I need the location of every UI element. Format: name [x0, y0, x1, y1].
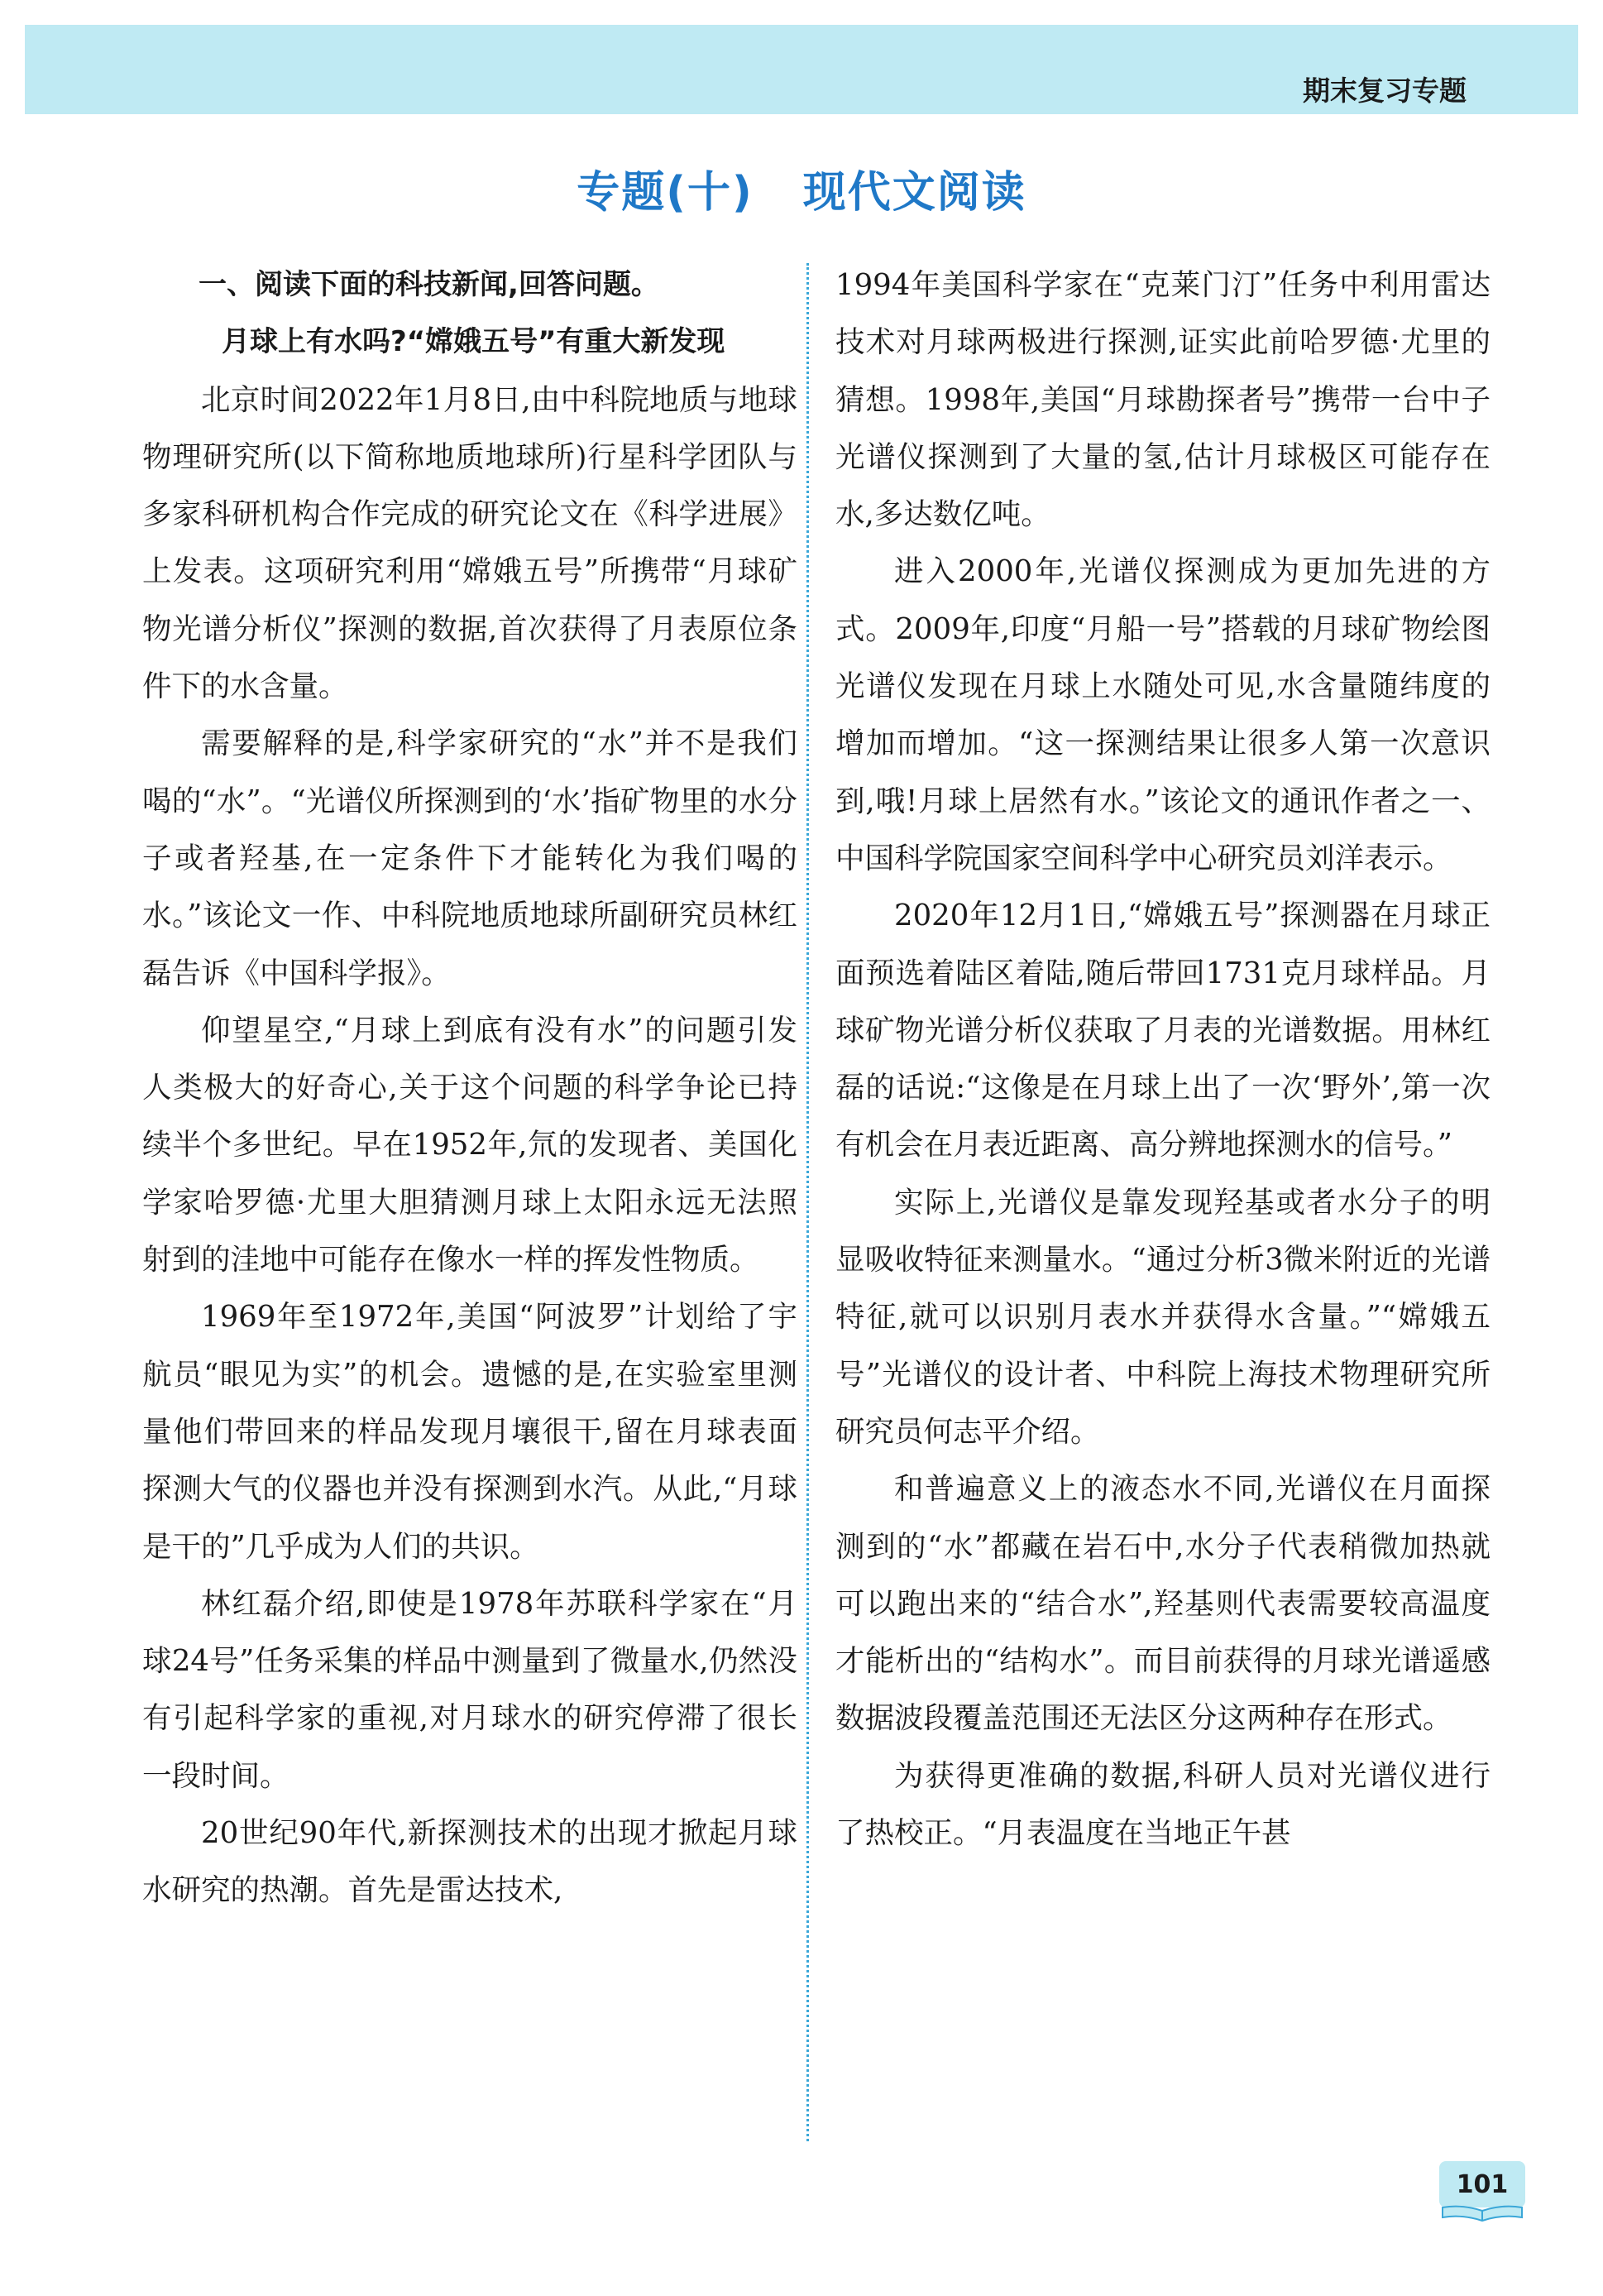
title-main: 现代文阅读: [802, 168, 1026, 218]
news-title: 月球上有水吗?“嫦娥五号”有重大新发现: [222, 325, 725, 359]
paragraph: 进入2000年,光谱仪探测成为更加先进的方式。2009年,印度“月船一号”搭载的月球矿物绘图光谱仪发现在月球上水随处可见,水含量随纬度的增加而增加。“这一探测结果让很多人第一次意识到,哦!月球上居然有水。”该论文的通讯作者之一、中国科学院国家空间科学中心研究员刘洋表示。: [835, 554, 1491, 875]
page-title: [0, 157, 1603, 219]
page-number-text: 101: [1456, 2169, 1509, 2199]
paragraph: 1969年至1972年,美国“阿波罗”计划给了宇航员“眼见为实”的机会。遗憾的是,在实验室里测量他们带回来的样品发现月壤很干,留在月球表面探测大气的仪器也并没有探测到水汽。从此,“月球是干的”几乎成为人们的共识。: [142, 1300, 797, 1564]
right-column: [835, 256, 1491, 1862]
paragraph: 需要解释的是,科学家研究的“水”并不是我们喝的“水”。“光谱仪所探测到的‘水’指矿物里的水分子或者羟基,在一定条件下才能转化为我们喝的水。”该论文一作、中科院地质地球所副研究员林红磊告诉《中国科学报》。: [142, 726, 797, 990]
title-prefix: 专题(十): [577, 168, 754, 218]
open-book-icon: [1439, 2204, 1525, 2226]
paragraph-continuation: 1994年美国科学家在“克莱门汀”任务中利用雷达技术对月球两极进行探测,证实此前哈罗德·尤里的猜想。1998年,美国“月球勘探者号”携带一台中子光谱仪探测到了大量的氢,估计月球极区可能存在水,多达数亿吨。: [835, 268, 1491, 532]
section-label: 期末复习专题: [1303, 74, 1467, 107]
paragraph: 仰望星空,“月球上到底有没有水”的问题引发人类极大的好奇心,关于这个问题的科学争论已持续半个多世纪。早在1952年,氘的发现者、美国化学家哈罗德·尤里大胆猜测月球上太阳永远无法照射到的洼地中可能存在像水一样的挥发性物质。: [142, 1013, 797, 1277]
paragraph: 2020年12月1日,“嫦娥五号”探测器在月球正面预选着陆区着陆,随后带回1731克月球样品。月球矿物光谱分析仪获取了月表的光谱数据。用林红磊的话说:“这像是在月球上出了一次‘野外’,第一次有机会在月表近距离、高分辨地探测水的信号。”: [835, 899, 1491, 1162]
paragraph: 20世纪90年代,新探测技术的出现才掀起月球水研究的热潮。首先是雷达技术,: [142, 1816, 797, 1908]
paragraph: 为获得更准确的数据,科研人员对光谱仪进行了热校正。“月表温度在当地正午甚: [835, 1758, 1491, 1851]
page-number: [1439, 2161, 1525, 2207]
paragraph: 实际上,光谱仪是靠发现羟基或者水分子的明显吸收特征来测量水。“通过分析3微米附近的光谱特征,就可以识别月表水并获得水含量。”“嫦娥五号”光谱仪的设计者、中科院上海技术物理研究所研究员何志平介绍。: [835, 1185, 1491, 1449]
paragraph: 北京时间2022年1月8日,由中科院地质与地球物理研究所(以下简称地质地球所)行星科学团队与多家科研机构合作完成的研究论文在《科学进展》上发表。这项研究利用“嫦娥五号”所携带“月球矿物光谱分析仪”探测的数据,首次获得了月表原位条件下的水含量。: [142, 382, 797, 704]
paragraph: 和普遍意义上的液态水不同,光谱仪在月面探测到的“水”都藏在岩石中,水分子代表稍微加热就可以跑出来的“结合水”,羟基则代表需要较高温度才能析出的“结构水”。而目前获得的月球光谱遥感数据波段覆盖范围还无法区分这两种存在形式。: [835, 1472, 1491, 1736]
column-divider: [806, 263, 809, 2141]
question-heading: 一、阅读下面的科技新闻,回答问题。: [199, 268, 659, 301]
paragraph: 林红磊介绍,即使是1978年苏联科学家在“月球24号”任务采集的样品中测量到了微量水,仍然没有引起科学家的重视,对月球水的研究停滞了很长一段时间。: [142, 1586, 797, 1793]
left-column: [142, 256, 797, 1920]
